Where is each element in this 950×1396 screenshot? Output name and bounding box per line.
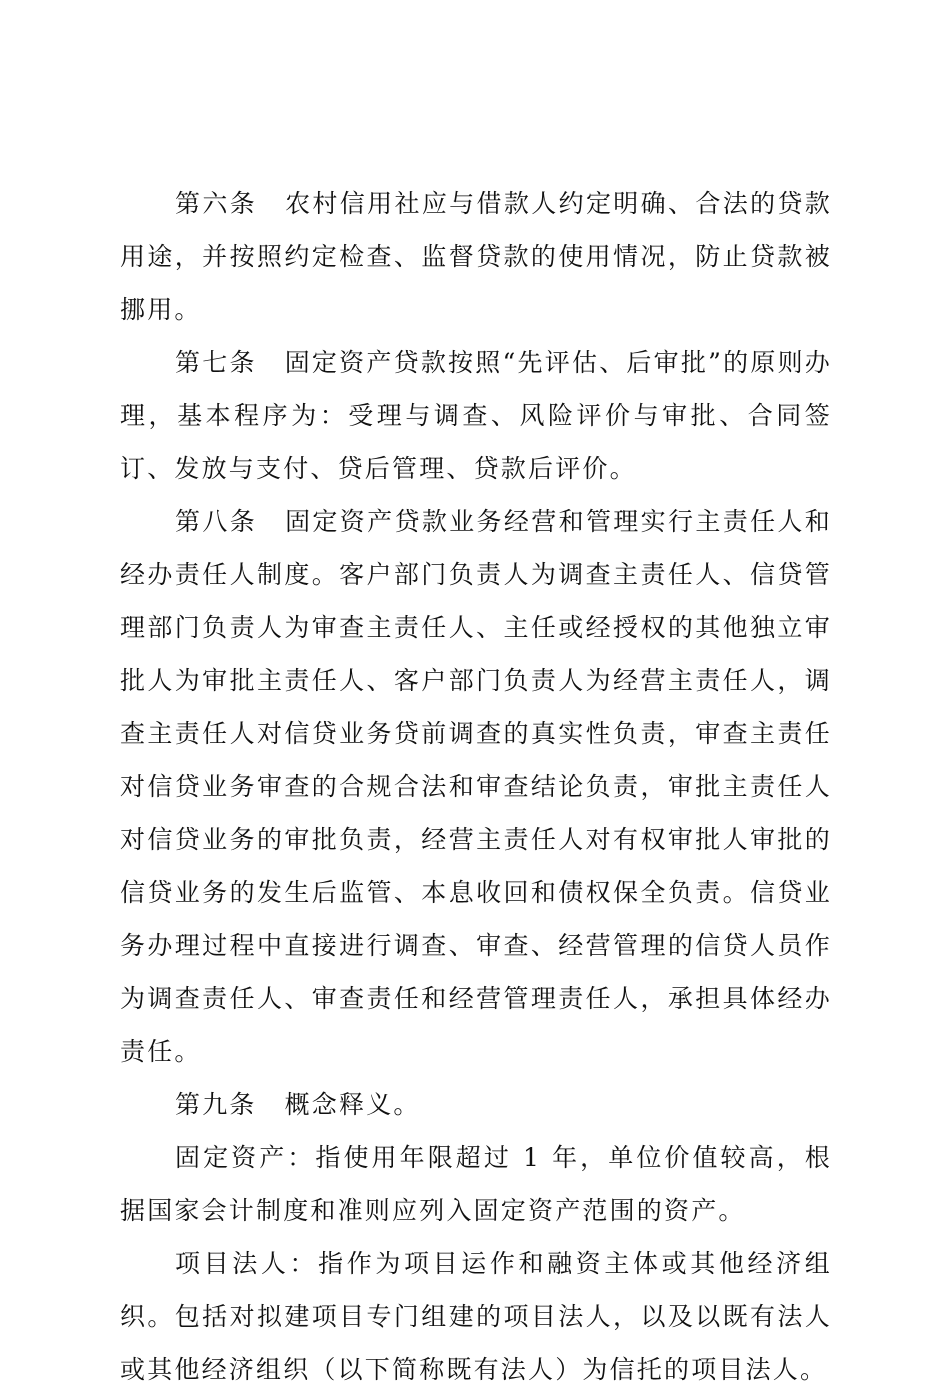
article-6 xyxy=(120,177,832,336)
definition-project-legal-person: 项目法人：指作为项目运作和融资主体或其他经济组织。包括对拟建项目专门组建的项目法人，以及以既有法人或其他经济组织（以下简称既有法人）为信托的项目法人。 xyxy=(120,1249,832,1384)
article-9-text: 概念释义。 xyxy=(284,1090,421,1119)
definition-fixed-assets: 固定资产：指使用年限超过 1 年，单位价值较高，根据国家会计制度和准则应列入固定资产范围的资产。 xyxy=(120,1143,832,1225)
article-7-text: 固定资产贷款按照“先评估、后审批”的原则办理，基本程序为：受理与调查、风险评价与审批、合同签订、发放与支付、贷后管理、贷款后评价。 xyxy=(120,348,832,483)
article-7-number: 第七条 xyxy=(175,348,257,377)
article-7 xyxy=(120,336,832,495)
article-6-number: 第六条 xyxy=(175,189,258,218)
article-8-number: 第八条 xyxy=(175,507,258,536)
article-8-text: 固定资产贷款业务经营和管理实行主责任人和经办责任人制度。客户部门负责人为调查主责任人、信贷管理部门负责人为审查主责任人、主任或经授权的其他独立审批人为审批主责任人、客户部门负责人为经营主责任人，调查主责任人对信贷业务贷前调查的真实性负责，审查主责任对信贷业务审查的合规合法和审查结论负责，审批主责任人对信贷业务的审批负责，经营主责任人对有权审批人审批的信贷业务的发生后监管、本息收回和债权保全负责。信贷业务办理过程中直接进行调查、审查、经营管理的信贷人员作为调查责任人、审查责任和经营管理责任人，承担具体经办责任。 xyxy=(120,507,832,1066)
article-9 xyxy=(120,1078,832,1131)
article-6-text: 农村信用社应与借款人约定明确、合法的贷款用途，并按照约定检查、监督贷款的使用情况，防止贷款被挪用。 xyxy=(120,189,832,324)
article-9-number: 第九条 xyxy=(175,1090,257,1119)
article-8 xyxy=(120,495,832,1078)
document-body xyxy=(120,177,832,1396)
